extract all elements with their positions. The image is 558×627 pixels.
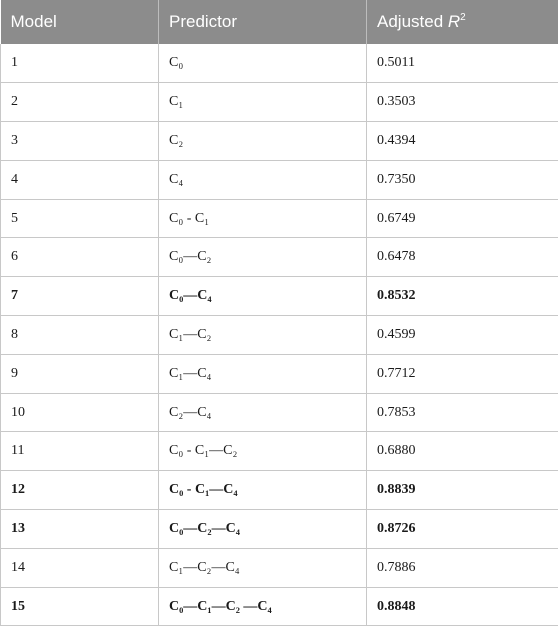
adjusted-r2-cell: 0.8532 xyxy=(367,277,558,316)
adjusted-r2-cell: 0.4599 xyxy=(367,316,558,355)
header-predictor: Predictor xyxy=(159,0,367,44)
adjusted-r2-cell: 0.7853 xyxy=(367,393,558,432)
table-row xyxy=(1,393,558,432)
predictor-cell: C₄ xyxy=(159,160,367,199)
header-adjusted-r2 xyxy=(367,0,558,44)
table-header xyxy=(1,0,558,44)
table-body xyxy=(1,44,558,626)
header-row xyxy=(1,0,558,44)
header-model: Model xyxy=(1,0,159,44)
model-cell: 8 xyxy=(1,316,159,355)
predictor-cell: C₁—C₄ xyxy=(159,354,367,393)
adjusted-r2-cell: 0.7886 xyxy=(367,548,558,587)
predictor-cell: C₀—C₂—C₄ xyxy=(159,510,367,549)
header-r-superscript: 2 xyxy=(460,12,466,23)
model-cell: 13 xyxy=(1,510,159,549)
model-cell: 2 xyxy=(1,83,159,122)
model-cell: 7 xyxy=(1,277,159,316)
table-row xyxy=(1,83,558,122)
adjusted-r2-cell: 0.7712 xyxy=(367,354,558,393)
model-cell: 14 xyxy=(1,548,159,587)
adjusted-r2-cell: 0.6478 xyxy=(367,238,558,277)
adjusted-r2-cell: 0.6880 xyxy=(367,432,558,471)
table-row xyxy=(1,277,558,316)
predictor-cell: C₁—C₂—C₄ xyxy=(159,548,367,587)
table-row xyxy=(1,471,558,510)
model-cell: 4 xyxy=(1,160,159,199)
table-row xyxy=(1,354,558,393)
predictor-cell: C₀—C₂ xyxy=(159,238,367,277)
table-row xyxy=(1,587,558,626)
table-row xyxy=(1,199,558,238)
model-cell: 5 xyxy=(1,199,159,238)
model-cell: 1 xyxy=(1,44,159,83)
adjusted-r2-cell: 0.3503 xyxy=(367,83,558,122)
model-cell: 11 xyxy=(1,432,159,471)
predictor-cell: C₁ xyxy=(159,83,367,122)
adjusted-r2-cell: 0.4394 xyxy=(367,122,558,161)
predictor-cell: C₀—C₁—C₂ —C₄ xyxy=(159,587,367,626)
table-row xyxy=(1,44,558,83)
predictor-cell: C₀ - C₁—C₂ xyxy=(159,432,367,471)
adjusted-r2-cell: 0.6749 xyxy=(367,199,558,238)
table-row xyxy=(1,548,558,587)
table-row xyxy=(1,238,558,277)
table-row xyxy=(1,122,558,161)
header-adjusted-label: Adjusted xyxy=(377,12,448,31)
model-cell: 9 xyxy=(1,354,159,393)
adjusted-r2-cell: 0.8839 xyxy=(367,471,558,510)
model-cell: 15 xyxy=(1,587,159,626)
model-cell: 12 xyxy=(1,471,159,510)
header-r-symbol: R xyxy=(447,12,461,31)
adjusted-r2-cell: 0.8726 xyxy=(367,510,558,549)
predictor-cell: C₀ - C₁—C₄ xyxy=(159,471,367,510)
adjusted-r2-cell: 0.8848 xyxy=(367,587,558,626)
predictor-cell: C₀ - C₁ xyxy=(159,199,367,238)
predictor-cell: C₀—C₄ xyxy=(159,277,367,316)
adjusted-r2-cell: 0.7350 xyxy=(367,160,558,199)
model-cell: 10 xyxy=(1,393,159,432)
predictor-cell: C₂ xyxy=(159,122,367,161)
predictor-cell: C₀ xyxy=(159,44,367,83)
predictor-cell: C₁—C₂ xyxy=(159,316,367,355)
table-row xyxy=(1,510,558,549)
predictor-cell: C₂—C₄ xyxy=(159,393,367,432)
table-row xyxy=(1,432,558,471)
model-cell: 6 xyxy=(1,238,159,277)
adjusted-r2-cell: 0.5011 xyxy=(367,44,558,83)
table-row xyxy=(1,316,558,355)
table-row xyxy=(1,160,558,199)
model-cell: 3 xyxy=(1,122,159,161)
